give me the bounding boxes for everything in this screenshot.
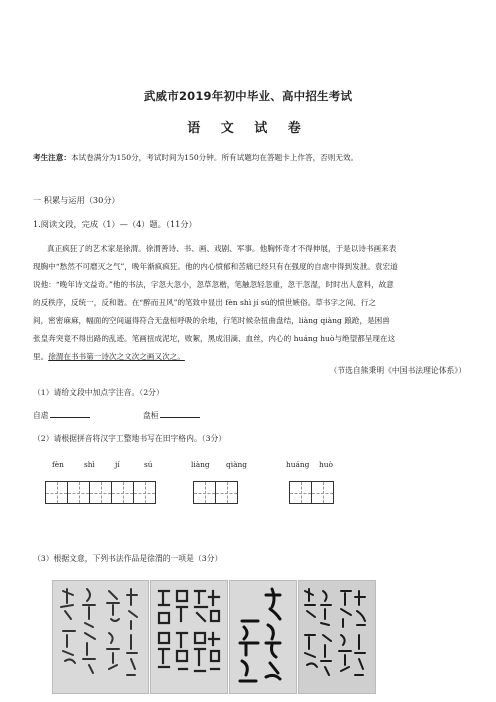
answer-blank[interactable] xyxy=(160,409,200,418)
answer-item-2: 盘桓 xyxy=(143,409,200,421)
tianzige-cell[interactable] xyxy=(45,481,68,504)
pinyin-huo: huò xyxy=(319,460,333,469)
tianzige-cell[interactable] xyxy=(111,481,134,504)
pinyin-su: sú xyxy=(144,460,153,469)
answer-item-1: 自虐 xyxy=(33,409,90,421)
calligraphy-a-image[interactable] xyxy=(52,580,149,694)
sub-question-2: （2）请根据拼音将汉字工整地书写在田字格内。（3分） xyxy=(33,434,227,443)
pinyin-fen: fèn xyxy=(52,460,64,469)
section-title: 一 积累与运用（30分） xyxy=(33,195,120,205)
passage-line: 现胸中“愁然不可磨灭之气”，晚年渐疯疯狂。他的内心愤郁和苦痛已经只有在强度的自虐中得到发泄。袁宏道 xyxy=(33,262,398,271)
notice-text: 本试卷满分为150分，考试时间为150分钟。所有试题均在答题卡上作答，否则无效。 xyxy=(70,153,359,162)
exam-notice xyxy=(33,152,473,163)
pinyin-qiang: qiàng xyxy=(226,460,247,469)
pinyin-liang: liàng xyxy=(191,460,210,469)
passage-line: 真正疯狂了的艺术家是徐渭。徐渭善诗、书、画、戏剧、军事。他胸怀奇才不得伸展，于是以诗书画来表 xyxy=(47,244,397,253)
sub-question-1: （1）请给文段中加点字注音。（2分） xyxy=(33,388,164,397)
tianzige-cell[interactable] xyxy=(193,481,216,504)
passage-line-last: 里。徐渭在书书第一诗次之文次之画又次之。 xyxy=(33,352,185,361)
tianzige-cell[interactable] xyxy=(67,481,90,504)
passage-line: 间，密密麻麻，幅面的空间逼得符合无盘桓呼吸的余地，行笔时候杂扭曲盘结，liàng qiàng 踉跄，是困兽 xyxy=(33,316,390,325)
calligraphy-a-ink xyxy=(53,581,148,693)
exam-title: 武威市2019年初中毕业、高中招生考试 xyxy=(143,89,353,103)
passage-line: 说他：“晚年诗文益奇。”他的书法，字忽大忽小，忽草忽楷，笔触忽轻忽重，忽干忽湿，时时出人意料，故意 xyxy=(33,280,394,289)
passage-line: 张皇奔突竟不得出路的乱迹。笔画扭成泥坨，败絮，黑成泪滴、血丝，内心的 huáng huò与绝望都呈现在这 xyxy=(33,334,396,343)
tianzige-cell[interactable] xyxy=(133,481,156,504)
question-1: 1.阅读文段，完成（1）—（4）题。（11分） xyxy=(33,219,197,229)
tianzige-cell[interactable] xyxy=(311,481,334,504)
answer-blank[interactable] xyxy=(50,409,90,418)
passage-line: 的反秩序，反统一，反和谐。在“醉而丑风”的笔致中显出 fèn shì jí sú的愤世嫉俗。草书字之间、行之 xyxy=(33,298,376,307)
passage-source: （节选自熊秉明《中国书法理论体系》） xyxy=(329,366,466,375)
sub-question-3: （3）根据文意，下列书法作品是徐渭的一项是（3分） xyxy=(33,554,223,563)
tianzige-group-2 xyxy=(193,481,237,504)
calligraphy-b-image[interactable] xyxy=(150,580,228,694)
notice-label: 考生注意： xyxy=(33,153,71,162)
tianzige-cell[interactable] xyxy=(89,481,112,504)
pinyin-huang: huáng xyxy=(286,460,310,469)
tianzige-group-1 xyxy=(45,481,155,504)
calligraphy-c-image[interactable] xyxy=(229,580,297,694)
pinyin-shi: shì xyxy=(84,460,95,469)
calligraphy-b-ink xyxy=(151,581,227,693)
exam-subject: 语 文 试 卷 xyxy=(187,121,309,136)
tianzige-group-3 xyxy=(289,481,333,504)
calligraphy-d-ink xyxy=(299,581,375,693)
reading-passage xyxy=(33,240,465,366)
tianzige-cell[interactable] xyxy=(215,481,238,504)
pinyin-ji: jí xyxy=(115,460,120,469)
tianzige-cell[interactable] xyxy=(289,481,312,504)
underlined-sentence: 徐渭在书书第一诗次之文次之画又次之。 xyxy=(48,352,185,361)
calligraphy-c-ink xyxy=(230,581,296,693)
calligraphy-d-image[interactable] xyxy=(298,580,376,694)
